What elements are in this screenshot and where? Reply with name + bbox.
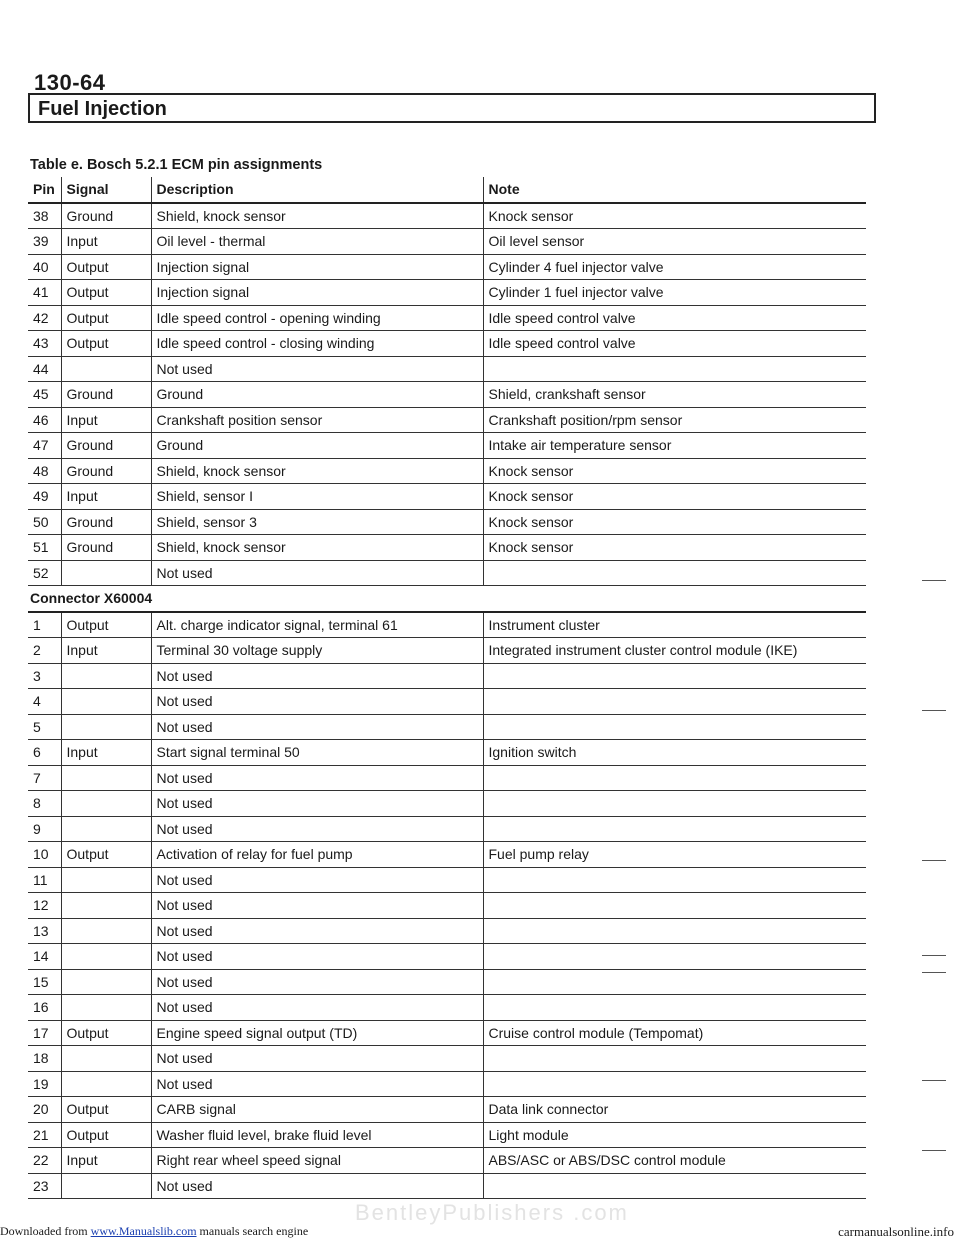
- cell-signal: Output: [61, 305, 151, 331]
- cell-note: [483, 995, 866, 1021]
- cell-signal: Output: [61, 1122, 151, 1148]
- table-row: [28, 305, 866, 331]
- cell-note: [483, 663, 866, 689]
- cell-note: Idle speed control valve: [483, 305, 866, 331]
- cell-note: [483, 867, 866, 893]
- cell-note: [483, 1173, 866, 1199]
- cell-pin: 6: [28, 740, 61, 766]
- header-description: Description: [151, 177, 483, 203]
- cell-pin: 2: [28, 638, 61, 664]
- cell-pin: 17: [28, 1020, 61, 1046]
- cell-signal: Ground: [61, 509, 151, 535]
- cell-signal: Input: [61, 1148, 151, 1174]
- table-row: [28, 944, 866, 970]
- cell-signal: [61, 765, 151, 791]
- header-pin: Pin: [28, 177, 61, 203]
- cell-pin: 4: [28, 689, 61, 715]
- table-row: [28, 714, 866, 740]
- table-row: [28, 433, 866, 459]
- cell-description: Idle speed control - opening winding: [151, 305, 483, 331]
- manualslib-link[interactable]: www.Manualslib.com: [90, 1224, 197, 1238]
- cell-description: CARB signal: [151, 1097, 483, 1123]
- cell-note: [483, 791, 866, 817]
- cell-pin: 9: [28, 816, 61, 842]
- cell-description: Crankshaft position sensor: [151, 407, 483, 433]
- cell-pin: 7: [28, 765, 61, 791]
- table-row: [28, 1173, 866, 1199]
- table-row: [28, 1122, 866, 1148]
- cell-signal: Ground: [61, 535, 151, 561]
- cell-note: [483, 714, 866, 740]
- cell-description: Engine speed signal output (TD): [151, 1020, 483, 1046]
- cell-description: Ground: [151, 433, 483, 459]
- cell-note: Oil level sensor: [483, 229, 866, 255]
- cell-pin: 41: [28, 280, 61, 306]
- cell-description: Not used: [151, 560, 483, 586]
- table-row: [28, 663, 866, 689]
- cell-pin: 50: [28, 509, 61, 535]
- table-row: [28, 689, 866, 715]
- table-row: [28, 740, 866, 766]
- header-note: Note: [483, 177, 866, 203]
- cell-description: Injection signal: [151, 254, 483, 280]
- cell-pin: 5: [28, 714, 61, 740]
- download-prefix: Downloaded from: [0, 1224, 88, 1238]
- cell-pin: 44: [28, 356, 61, 382]
- cell-signal: [61, 969, 151, 995]
- connector-label: Connector X60004: [28, 586, 866, 612]
- cell-pin: 23: [28, 1173, 61, 1199]
- cell-pin: 20: [28, 1097, 61, 1123]
- cell-signal: [61, 1173, 151, 1199]
- cell-pin: 8: [28, 791, 61, 817]
- cell-signal: [61, 816, 151, 842]
- table-row: [28, 560, 866, 586]
- cell-description: Alt. charge indicator signal, terminal 61: [151, 612, 483, 638]
- cell-description: Shield, knock sensor: [151, 458, 483, 484]
- cell-note: [483, 944, 866, 970]
- cell-signal: [61, 714, 151, 740]
- table-row: [28, 765, 866, 791]
- pin-assignment-table: [28, 177, 866, 1199]
- cell-note: Idle speed control valve: [483, 331, 866, 357]
- cell-pin: 3: [28, 663, 61, 689]
- table-row: [28, 254, 866, 280]
- cell-note: Instrument cluster: [483, 612, 866, 638]
- cell-note: Knock sensor: [483, 458, 866, 484]
- cell-signal: Ground: [61, 203, 151, 229]
- table-row: [28, 893, 866, 919]
- cell-description: Not used: [151, 1071, 483, 1097]
- cell-description: Washer fluid level, brake fluid level: [151, 1122, 483, 1148]
- connector-heading-row: [28, 586, 866, 612]
- cell-description: Not used: [151, 918, 483, 944]
- cell-pin: 40: [28, 254, 61, 280]
- cell-signal: Output: [61, 1097, 151, 1123]
- cell-note: [483, 969, 866, 995]
- table-row: [28, 816, 866, 842]
- cell-pin: 13: [28, 918, 61, 944]
- cell-pin: 51: [28, 535, 61, 561]
- section-title: Fuel Injection: [38, 98, 167, 120]
- page-footer: [0, 1222, 960, 1242]
- cell-signal: [61, 663, 151, 689]
- cell-pin: 11: [28, 867, 61, 893]
- table-row: [28, 203, 866, 229]
- cell-pin: 43: [28, 331, 61, 357]
- cell-note: [483, 689, 866, 715]
- section-header-box: [28, 93, 876, 123]
- cell-note: Knock sensor: [483, 535, 866, 561]
- cell-note: Crankshaft position/rpm sensor: [483, 407, 866, 433]
- cell-description: Oil level - thermal: [151, 229, 483, 255]
- cell-signal: [61, 995, 151, 1021]
- cell-pin: 45: [28, 382, 61, 408]
- cell-note: Cylinder 1 fuel injector valve: [483, 280, 866, 306]
- cell-note: Data link connector: [483, 1097, 866, 1123]
- cell-note: Knock sensor: [483, 203, 866, 229]
- cell-description: Start signal terminal 50: [151, 740, 483, 766]
- cell-signal: [61, 356, 151, 382]
- cell-signal: Output: [61, 280, 151, 306]
- cell-signal: [61, 689, 151, 715]
- cell-note: Integrated instrument cluster control module (IKE): [483, 638, 866, 664]
- cell-signal: Input: [61, 229, 151, 255]
- cell-note: [483, 765, 866, 791]
- cell-description: Not used: [151, 1046, 483, 1072]
- cell-pin: 15: [28, 969, 61, 995]
- cell-signal: [61, 893, 151, 919]
- cell-description: Not used: [151, 995, 483, 1021]
- cell-pin: 16: [28, 995, 61, 1021]
- cell-description: Not used: [151, 714, 483, 740]
- cell-signal: [61, 1046, 151, 1072]
- cell-pin: 46: [28, 407, 61, 433]
- cell-description: Right rear wheel speed signal: [151, 1148, 483, 1174]
- cell-note: Fuel pump relay: [483, 842, 866, 868]
- table-row: [28, 791, 866, 817]
- table-row: [28, 1148, 866, 1174]
- cell-description: Not used: [151, 1173, 483, 1199]
- cell-description: Idle speed control - closing winding: [151, 331, 483, 357]
- cell-signal: [61, 791, 151, 817]
- cell-pin: 42: [28, 305, 61, 331]
- cell-note: [483, 918, 866, 944]
- cell-description: Not used: [151, 816, 483, 842]
- cell-description: Not used: [151, 969, 483, 995]
- download-tagline: manuals search engine: [199, 1224, 309, 1238]
- table-row: [28, 918, 866, 944]
- cell-description: Not used: [151, 867, 483, 893]
- download-notice: [0, 1224, 308, 1239]
- cell-signal: Output: [61, 331, 151, 357]
- table-row: [28, 331, 866, 357]
- table-row: [28, 484, 866, 510]
- cell-description: Shield, sensor 3: [151, 509, 483, 535]
- table-row: [28, 229, 866, 255]
- table-row: [28, 280, 866, 306]
- table-row: [28, 535, 866, 561]
- cell-description: Not used: [151, 689, 483, 715]
- cell-description: Shield, knock sensor: [151, 203, 483, 229]
- cell-signal: Input: [61, 484, 151, 510]
- cell-note: Intake air temperature sensor: [483, 433, 866, 459]
- cell-note: [483, 356, 866, 382]
- table-row: [28, 1020, 866, 1046]
- cell-note: Knock sensor: [483, 484, 866, 510]
- cell-pin: 38: [28, 203, 61, 229]
- cell-note: Light module: [483, 1122, 866, 1148]
- cell-signal: Ground: [61, 433, 151, 459]
- cell-pin: 1: [28, 612, 61, 638]
- cell-note: [483, 1071, 866, 1097]
- cell-description: Shield, sensor I: [151, 484, 483, 510]
- cell-description: Not used: [151, 356, 483, 382]
- table-row: [28, 1097, 866, 1123]
- cell-signal: [61, 1071, 151, 1097]
- cell-note: ABS/ASC or ABS/DSC control module: [483, 1148, 866, 1174]
- cell-note: [483, 816, 866, 842]
- cell-note: [483, 1046, 866, 1072]
- cell-description: Not used: [151, 663, 483, 689]
- table-row: [28, 1071, 866, 1097]
- cell-description: Not used: [151, 944, 483, 970]
- table-body: [28, 203, 866, 1199]
- table-row: [28, 407, 866, 433]
- cell-description: Not used: [151, 765, 483, 791]
- cell-description: Terminal 30 voltage supply: [151, 638, 483, 664]
- cell-pin: 39: [28, 229, 61, 255]
- cell-pin: 47: [28, 433, 61, 459]
- source-site-label: carmanualsonline.info: [838, 1224, 954, 1239]
- cell-signal: Input: [61, 638, 151, 664]
- table-row: [28, 509, 866, 535]
- table-row: [28, 458, 866, 484]
- table-row: [28, 1046, 866, 1072]
- cell-signal: Output: [61, 842, 151, 868]
- cell-description: Not used: [151, 791, 483, 817]
- cell-pin: 21: [28, 1122, 61, 1148]
- cell-signal: Output: [61, 254, 151, 280]
- table-row: [28, 969, 866, 995]
- cell-note: Cylinder 4 fuel injector valve: [483, 254, 866, 280]
- table-caption: Table e. Bosch 5.2.1 ECM pin assignments: [30, 157, 323, 173]
- cell-note: [483, 560, 866, 586]
- cell-pin: 19: [28, 1071, 61, 1097]
- cell-note: [483, 893, 866, 919]
- cell-note: Ignition switch: [483, 740, 866, 766]
- cell-pin: 10: [28, 842, 61, 868]
- header-signal: Signal: [61, 177, 151, 203]
- table-row: [28, 638, 866, 664]
- cell-description: Ground: [151, 382, 483, 408]
- table-row: [28, 612, 866, 638]
- page-edge-marks: [920, 560, 950, 1180]
- cell-pin: 12: [28, 893, 61, 919]
- cell-description: Activation of relay for fuel pump: [151, 842, 483, 868]
- cell-signal: Output: [61, 612, 151, 638]
- cell-note: Cruise control module (Tempomat): [483, 1020, 866, 1046]
- cell-signal: Input: [61, 740, 151, 766]
- cell-signal: Output: [61, 1020, 151, 1046]
- table-row: [28, 867, 866, 893]
- cell-signal: Ground: [61, 382, 151, 408]
- cell-pin: 49: [28, 484, 61, 510]
- table-row: [28, 382, 866, 408]
- cell-signal: [61, 944, 151, 970]
- cell-signal: [61, 560, 151, 586]
- cell-signal: [61, 867, 151, 893]
- cell-description: Not used: [151, 893, 483, 919]
- cell-pin: 18: [28, 1046, 61, 1072]
- cell-signal: Ground: [61, 458, 151, 484]
- table-header-row: [28, 177, 866, 203]
- cell-pin: 22: [28, 1148, 61, 1174]
- table-row: [28, 842, 866, 868]
- cell-signal: [61, 918, 151, 944]
- cell-pin: 48: [28, 458, 61, 484]
- table-row: [28, 356, 866, 382]
- cell-pin: 52: [28, 560, 61, 586]
- cell-description: Injection signal: [151, 280, 483, 306]
- cell-note: Knock sensor: [483, 509, 866, 535]
- table-row: [28, 995, 866, 1021]
- cell-note: Shield, crankshaft sensor: [483, 382, 866, 408]
- cell-description: Shield, knock sensor: [151, 535, 483, 561]
- publisher-watermark: BentleyPublishers .com: [355, 1200, 629, 1225]
- cell-signal: Input: [61, 407, 151, 433]
- page-number: 130-64: [34, 70, 106, 95]
- cell-pin: 14: [28, 944, 61, 970]
